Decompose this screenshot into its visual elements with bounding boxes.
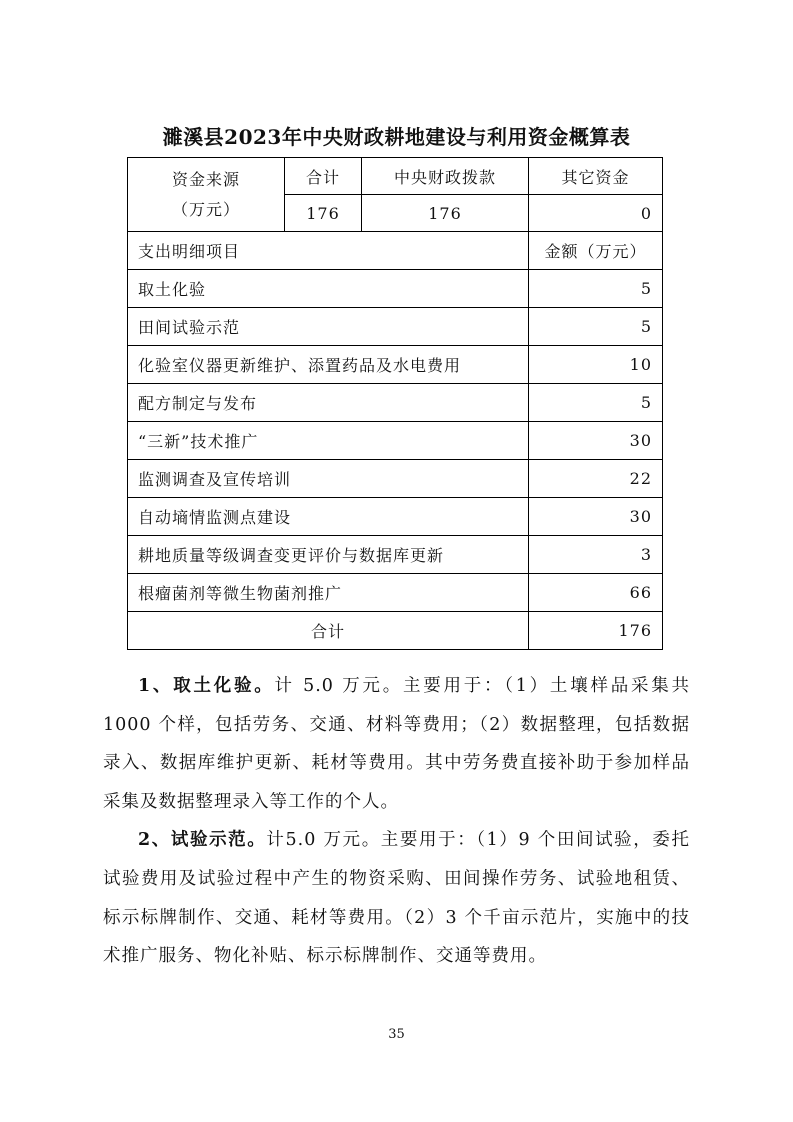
item-cell: 自动墒情监测点建设 xyxy=(128,498,529,536)
total-amount-cell: 176 xyxy=(529,612,663,650)
table-row xyxy=(128,270,663,308)
source-value-other: 0 xyxy=(529,195,663,232)
source-header-central: 中央财政拨款 xyxy=(362,158,529,195)
item-cell: 化验室仪器更新维护、添置药品及水电费用 xyxy=(128,346,529,384)
table-row xyxy=(128,574,663,612)
body-text xyxy=(103,667,690,976)
source-header-row xyxy=(128,158,663,195)
item-cell: 取土化验 xyxy=(128,270,529,308)
source-label-line2: （万元） xyxy=(171,199,240,219)
table-row xyxy=(128,422,663,460)
item-cell: 耕地质量等级调查变更评价与数据库更新 xyxy=(128,536,529,574)
amount-cell: 10 xyxy=(529,346,663,384)
paragraph-heading: 1、取土化验。 xyxy=(138,676,275,696)
item-cell: 根瘤菌剂等微生物菌剂推广 xyxy=(128,574,529,612)
total-label-cell: 合计 xyxy=(128,612,529,650)
source-header-total: 合计 xyxy=(285,158,362,195)
amount-cell: 30 xyxy=(529,422,663,460)
amount-cell: 3 xyxy=(529,536,663,574)
total-row xyxy=(128,612,663,650)
amount-cell: 5 xyxy=(529,308,663,346)
source-value-central: 176 xyxy=(362,195,529,232)
source-header-other: 其它资金 xyxy=(529,158,663,195)
table-row xyxy=(128,460,663,498)
paragraph-text: 计5.0 万元。主要用于：（1）9 个田间试验，委托试验费用及试验过程中产生的物资采购、田间操作劳务、试验地租赁、标示标牌制作、交通、耗材等费用。（2）3 个千亩示范片，实施中的技术推广服务、物化补贴、标示标牌制作、交通等费用。 xyxy=(103,830,690,967)
source-value-total: 176 xyxy=(285,195,362,232)
table-row xyxy=(128,346,663,384)
item-cell: 监测调查及宣传培训 xyxy=(128,460,529,498)
table-row xyxy=(128,498,663,536)
table-row xyxy=(128,536,663,574)
amount-cell: 30 xyxy=(529,498,663,536)
paragraph-heading: 2、试验示范。 xyxy=(138,830,267,851)
paragraph-text: 计 5.0 万元。主要用于：（1）土壤样品采集共 1000 个样，包括劳务、交通、材料等费用；（2）数据整理，包括数据录入、数据库维护更新、耗材等费用。其中劳务费直接补助于参加样品采集及数据整理录入等工作的个人。 xyxy=(103,676,690,812)
page-title: 濉溪县2023年中央财政耕地建设与利用资金概算表 xyxy=(162,125,631,149)
amount-cell: 5 xyxy=(529,384,663,422)
paragraph-trial-demo xyxy=(103,821,690,975)
page-number: 35 xyxy=(388,1027,405,1042)
amount-cell: 22 xyxy=(529,460,663,498)
amount-cell: 66 xyxy=(529,574,663,612)
table-row xyxy=(128,308,663,346)
budget-table xyxy=(127,157,663,650)
paragraph-soil-testing xyxy=(103,667,690,821)
item-cell: 配方制定与发布 xyxy=(128,384,529,422)
amount-cell: 5 xyxy=(529,270,663,308)
table-row xyxy=(128,384,663,422)
detail-header-cell: 支出明细项目 xyxy=(128,232,529,270)
item-cell: “三新”技术推广 xyxy=(128,422,529,460)
detail-header-row xyxy=(128,232,663,270)
source-label-cell xyxy=(128,158,285,232)
amount-header-cell: 金额（万元） xyxy=(529,232,663,270)
source-label-line1: 资金来源 xyxy=(171,169,240,189)
item-cell: 田间试验示范 xyxy=(128,308,529,346)
